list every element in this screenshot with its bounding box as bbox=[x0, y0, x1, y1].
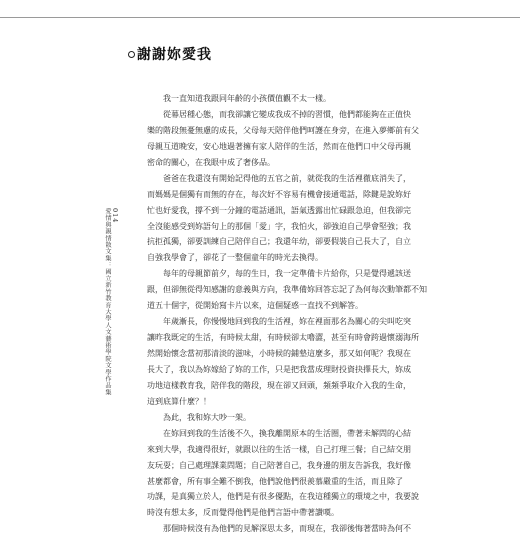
text-line: 自強我學會了，卻花了一整個童年的時光去換得。 bbox=[147, 253, 323, 263]
text-line: 時沒有想太多，反而覺得他們是他們言語中帶著讚嘆。 bbox=[147, 508, 339, 518]
title-block bbox=[128, 44, 212, 64]
text-line: 每年的母親節前夕，每的生日，我一定準備卡片給你，只是覺得遞該送 bbox=[147, 269, 411, 279]
text-line: 友玩耍；自己處理課業問題；自己陪著自己，我身邊的朋友告訴我，我好像 bbox=[147, 460, 411, 470]
side-margin bbox=[103, 208, 119, 396]
paragraph bbox=[147, 171, 432, 267]
text-line: 從幕居種心態，而我卻讓它變成我成不掉的習慣，他們都能夠在正值快 bbox=[147, 109, 411, 119]
text-line: 這到底算什麼？！ bbox=[147, 396, 211, 406]
top-rule bbox=[0, 17, 520, 18]
text-line: 讓昨我既定的生活，有時候太甜，有時候卻太嚕澀，甚至有時會跨過懷溺海所 bbox=[147, 333, 419, 343]
text-line: 為此，我和妳大吵一架。 bbox=[147, 412, 251, 422]
paragraph bbox=[147, 426, 432, 522]
text-line: 那個時候沒有為他們的見解深思太多，而現在，我卻後悔著當時為何不 bbox=[147, 524, 411, 534]
text-line: 抗拒孤獨，卻要訓練自己陪伴自己；我還年幼，卻要假裝自己長大了，自立 bbox=[147, 237, 411, 247]
book-title: 愛情與親情散文集：國立新竹教育大學人文藝術學院文學作品集 bbox=[104, 208, 111, 396]
text-line: 跟，但卻無從得知感謝的意義與方向，我準備妳回答忘記了為何每次動筆都不知 bbox=[147, 285, 427, 295]
text-line: 我一直知道我跟同年齡的小孩價值觀不太一樣。 bbox=[147, 94, 331, 103]
text-line: 爸爸在我還沒有開始記得他的五官之前，就從我的生活裡徹底消失了， bbox=[147, 173, 411, 183]
paragraph bbox=[147, 266, 432, 314]
text-line: 全沒能感受到妳語句上的那個「愛」字，我怕火，卻強迫自己學會堅強；我 bbox=[147, 221, 411, 231]
text-line: 而媽媽是個獨有而無的存在，每次好不容易有機會接通電話，除鍵是說妳好 bbox=[147, 189, 411, 199]
page-number: 014 bbox=[111, 208, 119, 224]
paragraph bbox=[147, 91, 432, 107]
text-line: 甚麼都會，所有事全難不倒我，他們說他們很羨慕嚴重的生活，而且除了 bbox=[147, 476, 403, 486]
text-line: 密命的關心，在我眼中成了奢侈品。 bbox=[147, 157, 275, 167]
title-bullet-icon bbox=[128, 51, 135, 58]
text-line: 然開始懷念當初那清淡的滋味，小時候的鋪墊這麼多，那又如何呢？我現在 bbox=[147, 349, 411, 358]
page-title: 謝謝妳愛我 bbox=[137, 47, 212, 63]
text-line: 功課，是真獨立於人，他們是有很多優點，在我這種獨立的環境之中，我要說 bbox=[147, 492, 419, 502]
text-line: 功地這樣教育我，陪伴我的階段，現在卻又回頭，頻頻爭取介入我的生命， bbox=[147, 380, 411, 390]
text-line: 來到大學，我適得很好，就跟以往的生活一樣，自己打理三餐；自己結交朋 bbox=[147, 444, 411, 454]
text-line: 忙也好愛我，撐不到一分鐘的電話通訊，語氣透露出忙碌跟急迫，但我卻完 bbox=[147, 205, 411, 215]
text-line: 道五十個字，從開始寫卡片以來，這個疑惑一直找不到解答。 bbox=[147, 301, 363, 311]
body-text bbox=[147, 91, 432, 537]
text-line: 在妳回到我的生活後不久，換我離開原本的生活圈，帶著未解問的心結 bbox=[147, 428, 411, 438]
text-line: 長大了，我以為妳嫁給了妳的工作，只是把我當成理財投資抉擇長大，妳成 bbox=[147, 364, 411, 374]
text-line: 母親互道晚安，安心地過著擁有家人陪伴的生活，然而在他們口中父母再親 bbox=[147, 141, 411, 151]
text-line: 年歲漸長，你慢慢地回到我的生活裡，妳在裡面那名為關心的尖叫吃突 bbox=[147, 317, 411, 327]
text-line: 樂的階段無憂無慮的成長，父母每天陪伴他們呵護在身旁，在進入夢鄉前有父 bbox=[147, 125, 419, 135]
paragraph bbox=[147, 314, 432, 410]
paragraph bbox=[147, 107, 432, 171]
paragraph bbox=[147, 410, 432, 426]
paragraph bbox=[147, 521, 432, 537]
